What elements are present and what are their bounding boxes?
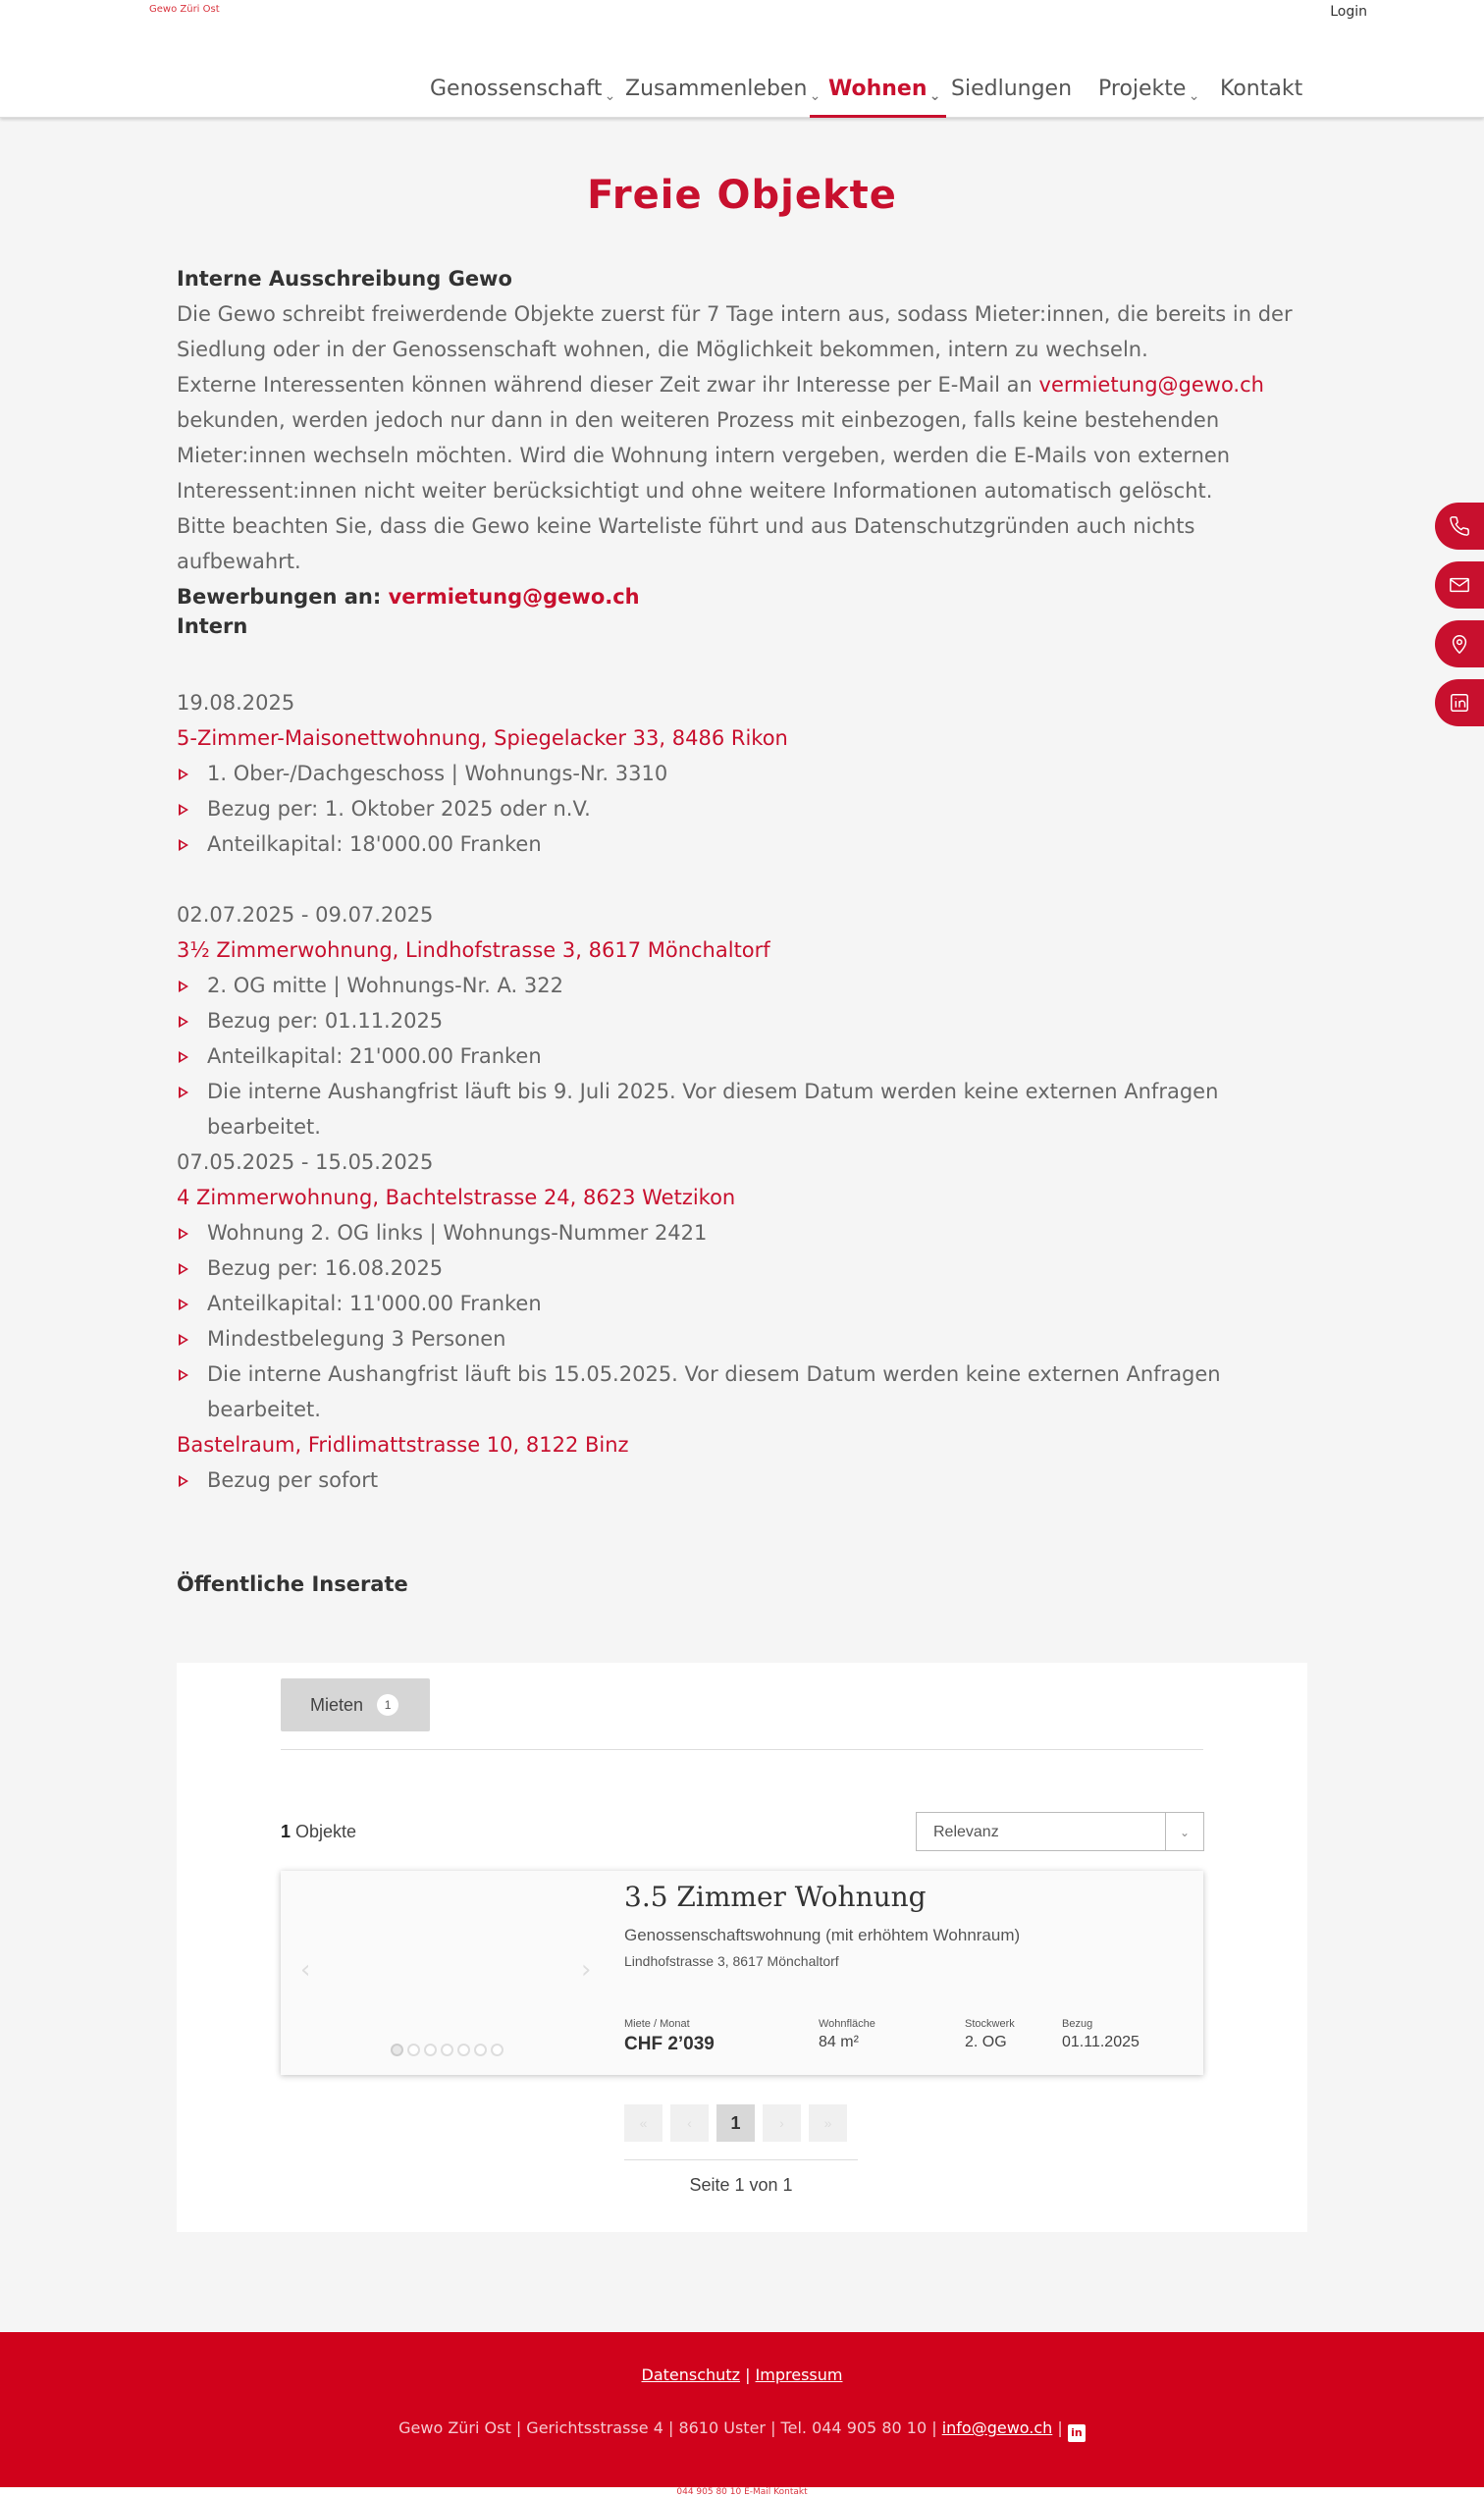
card-address: Lindhofstrasse 3, 8617 Mönchaltorf (624, 1953, 839, 1969)
move-value: 01.11.2025 (1062, 2034, 1140, 2050)
nav-zusammenleben[interactable] (625, 77, 822, 118)
card-area (819, 2018, 875, 2051)
gallery-dot[interactable] (391, 2044, 403, 2056)
listing-3 (177, 1144, 1315, 1427)
listing-title[interactable]: 5-Zimmer-Maisonettwohnung, Spiegelacker 33, 8486 Rikon (177, 726, 788, 750)
phone-icon (1449, 515, 1470, 537)
intro-text: bekunden, werden jedoch nur dann in den weiteren Prozess mit einbezogen, falls keine bestehenden Mieter:innen wechseln möchten. Wird die Wohnung intern vergeben, werden die E-Mails von externen Interessent:innen nicht weiter berücksichtigt und ohne weitere Informationen automatisch gelöscht. (177, 408, 1231, 503)
listing-date: 19.08.2025 (177, 691, 295, 715)
floor-label: Stockwerk (965, 2018, 1015, 2030)
chevron-down-icon: ⌄ (604, 88, 616, 104)
gallery-dot[interactable] (457, 2044, 470, 2056)
listing-1 (177, 685, 1315, 862)
sort-value: Relevanz (933, 1824, 999, 1840)
list-item: Die interne Aushangfrist läuft bis 9. Juli 2025. Vor diesem Datum werden keine externen Anfragen bearbeitet. (177, 1074, 1315, 1144)
list-item: Mindestbelegung 3 Personen (177, 1321, 1315, 1356)
side-location-button[interactable] (1435, 620, 1484, 667)
list-item: Wohnung 2. OG links | Wohnungs-Nummer 2421 (177, 1215, 1315, 1250)
chevron-right-icon[interactable]: › (581, 1955, 592, 1985)
chevron-left-icon[interactable]: ‹ (300, 1955, 311, 1985)
move-label: Bezug (1062, 2018, 1093, 2030)
intro-section (177, 261, 1315, 614)
card-title[interactable]: 3.5 Zimmer Wohnung (624, 1881, 927, 1913)
bottom-contact-strip: 044 905 80 10 E-Mail Kontakt (0, 2487, 1484, 2498)
floor-value: 2. OG (965, 2034, 1007, 2050)
intro-heading: Interne Ausschreibung Gewo (177, 267, 512, 291)
divider (281, 1749, 1203, 1750)
area-label: Wohnfläche (819, 2018, 875, 2030)
listing-card[interactable] (281, 1871, 1203, 2075)
image-gallery[interactable] (281, 1871, 605, 2075)
impressum-link[interactable]: Impressum (755, 2365, 843, 2384)
list-item: Die interne Aushangfrist läuft bis 15.05.2025. Vor diesem Datum werden keine externen Anfragen bearbeitet. (177, 1356, 1315, 1427)
nav-label: Projekte (1098, 77, 1187, 101)
prev-page-button[interactable]: ‹ (670, 2104, 709, 2142)
listing-title[interactable]: 3½ Zimmerwohnung, Lindhofstrasse 3, 8617 Mönchaltorf (177, 938, 770, 962)
tab-mieten[interactable] (281, 1678, 430, 1731)
intro-paragraph-1: Die Gewo schreibt freiwerdende Objekte zuerst für 7 Tage intern aus, sodass Mieter:innen, die bereits in der Siedlung oder in der Genossenschaft wohnen, die Möglichkeit bekommen, intern zu wechseln. (177, 302, 1293, 361)
footer-address (0, 2418, 1484, 2442)
gallery-dot[interactable] (474, 2044, 487, 2056)
list-item: Anteilkapital: 21'000.00 Franken (177, 1038, 1315, 1074)
apply-label: Bewerbungen an: (177, 585, 389, 609)
nav-genossenschaft[interactable] (430, 77, 616, 118)
nav-wohnen[interactable] (828, 77, 941, 118)
sort-select[interactable] (916, 1812, 1204, 1851)
divider (624, 2159, 858, 2160)
card-subtitle: Genossenschaftswohnung (mit erhöhtem Wohnraum) (624, 1926, 1021, 1944)
nav-label: Wohnen (828, 77, 928, 101)
linkedin-icon[interactable]: in (1068, 2424, 1086, 2442)
linkedin-icon (1449, 692, 1470, 714)
pagination (624, 2104, 847, 2142)
intro-paragraph-2 (177, 367, 1315, 508)
list-item: 2. OG mitte | Wohnungs-Nr. A. 322 (177, 968, 1315, 1003)
side-mail-button[interactable] (1435, 561, 1484, 609)
listing-title[interactable]: Bastelraum, Fridlimattstrasse 10, 8122 Binz (177, 1433, 629, 1457)
nav-label: Siedlungen (951, 77, 1073, 101)
listing-title[interactable]: 4 Zimmerwohnung, Bachtelstrasse 24, 8623 Wetzikon (177, 1186, 736, 1209)
apply-line (177, 579, 1315, 614)
listings-widget (177, 1663, 1307, 2232)
divider (1165, 1813, 1166, 1850)
side-phone-button[interactable] (1435, 503, 1484, 550)
list-item: Anteilkapital: 18'000.00 Franken (177, 826, 1315, 862)
separator: | (1052, 2418, 1068, 2437)
chevron-down-icon: ⌄ (1188, 88, 1200, 104)
gallery-dot[interactable] (407, 2044, 420, 2056)
footer-email-link[interactable]: info@gewo.ch (941, 2418, 1053, 2437)
login-link[interactable]: Login (1330, 4, 1367, 20)
chevron-down-icon: ⌄ (1179, 1826, 1190, 1839)
tab-count-badge: 1 (377, 1694, 398, 1716)
intern-heading: Intern (177, 614, 248, 638)
chevron-down-icon: ⌄ (928, 88, 941, 104)
side-linkedin-button[interactable] (1435, 679, 1484, 726)
nav-label: Genossenschaft (430, 77, 603, 101)
next-page-button[interactable]: › (763, 2104, 801, 2142)
address-text: Gewo Züri Ost | Gerichtsstrasse 4 | 8610 Uster | Tel. 044 905 80 10 | (398, 2418, 942, 2437)
list-item: Bezug per sofort (177, 1462, 1315, 1498)
nav-kontakt[interactable] (1220, 77, 1302, 118)
email-link[interactable]: vermietung@gewo.ch (1038, 373, 1264, 397)
gallery-dots (391, 2044, 504, 2056)
area-value: 84 m² (819, 2034, 859, 2050)
apply-email-link[interactable]: vermietung@gewo.ch (388, 585, 640, 609)
last-page-button[interactable]: » (809, 2104, 847, 2142)
nav-projekte[interactable] (1098, 77, 1200, 118)
page-info: Seite 1 von 1 (689, 2175, 793, 2195)
card-floor (965, 2018, 1015, 2051)
tab-label: Mieten (310, 1694, 364, 1715)
object-count-number: 1 (281, 1822, 292, 1841)
listing-date: 02.07.2025 - 09.07.2025 (177, 903, 434, 927)
datenschutz-link[interactable]: Datenschutz (641, 2365, 740, 2384)
main-nav (0, 77, 1484, 118)
page-title: Freie Objekte (587, 173, 897, 218)
site-footer (0, 2332, 1484, 2487)
current-page-button[interactable]: 1 (716, 2104, 755, 2142)
separator: | (739, 2365, 756, 2384)
intro-paragraph-3: Bitte beachten Sie, dass die Gewo keine Warteliste führt und aus Datenschutzgründen auch nichts aufbewahrt. (177, 514, 1195, 573)
rent-value: CHF 2’039 (624, 2034, 715, 2054)
card-rent (624, 2018, 715, 2055)
site-header (0, 0, 1484, 118)
gallery-dot[interactable] (424, 2044, 437, 2056)
gallery-dot[interactable] (491, 2044, 504, 2056)
location-icon (1449, 633, 1470, 655)
card-move-in (1062, 2018, 1140, 2051)
list-item: Bezug per: 1. Oktober 2025 oder n.V. (177, 791, 1315, 826)
nav-label: Kontakt (1220, 77, 1303, 101)
rent-label: Miete / Monat (624, 2018, 690, 2030)
listing-date: 07.05.2025 - 15.05.2025 (177, 1150, 434, 1174)
first-page-button[interactable]: « (624, 2104, 662, 2142)
intro-text: Externe Interessenten können während dieser Zeit zwar ihr Interesse per E-Mail an (177, 373, 1039, 397)
listing-4 (177, 1427, 1315, 1498)
mail-icon (1449, 574, 1470, 596)
nav-siedlungen[interactable] (951, 77, 1072, 118)
footer-links (0, 2365, 1484, 2384)
list-item: Bezug per: 01.11.2025 (177, 1003, 1315, 1038)
public-heading: Öffentliche Inserate (177, 1572, 408, 1596)
nav-label: Zusammenleben (625, 77, 808, 101)
site-logo[interactable]: Gewo Züri Ost (149, 4, 220, 15)
object-count (281, 1822, 356, 1842)
chevron-down-icon: ⌄ (809, 88, 822, 104)
gallery-dot[interactable] (441, 2044, 453, 2056)
list-item: Bezug per: 16.08.2025 (177, 1250, 1315, 1286)
list-item: 1. Ober-/Dachgeschoss | Wohnungs-Nr. 3310 (177, 756, 1315, 791)
object-count-label: Objekte (291, 1822, 357, 1841)
listing-2 (177, 897, 1315, 1144)
list-item: Anteilkapital: 11'000.00 Franken (177, 1286, 1315, 1321)
